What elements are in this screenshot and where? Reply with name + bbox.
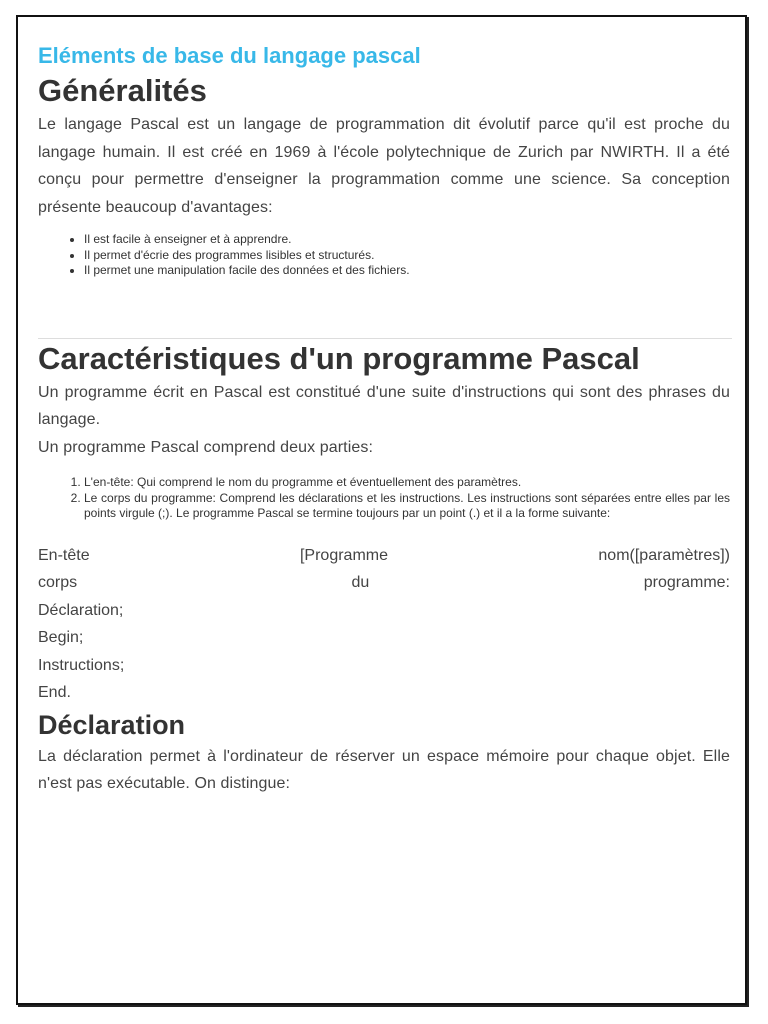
heading-caracteristiques: Caractéristiques d'un programme Pascal [38, 340, 640, 376]
structure-row [38, 569, 730, 597]
document-content [38, 41, 730, 798]
structure-word: corps [38, 574, 78, 591]
document-title: Eléments de base du langage pascal [38, 43, 421, 68]
list-item: • Il permet d'écrie des programmes lisibles et structurés. [84, 248, 730, 264]
paragraph-line: Un programme écrit en Pascal est constitué d'une suite d'instructions qui sont des phrases du langage. [38, 383, 730, 428]
list-item: 2. Le corps du programme: Comprend les déclarations et les instructions. Les instructions sont séparées entre elles par les points virgule (;). Le programme Pascal se termine toujours par un point (.) et il a la forme suivante: [84, 491, 730, 522]
list-item: • Il permet une manipulation facile des données et des fichiers. [84, 263, 730, 279]
program-structure [38, 542, 730, 707]
structure-word: nom([paramètres]) [598, 546, 730, 564]
heading-generalites: Généralités [38, 73, 207, 108]
paragraph-line: Un programme Pascal comprend deux parties: [38, 438, 374, 456]
paragraph-generalites: Le langage Pascal est un langage de programmation dit évolutif parce qu'il est proche du langage humain. Il est créé en 1969 à l'école polytechnique de Zurich par NWIRTH. Il a été conçu pour permettre d'enseigner la programmation comme une science. Sa conception présente beaucoup d'avantages: [38, 116, 730, 216]
structure-line: Instructions; [38, 656, 125, 674]
paragraph-declaration: La déclaration permet à l'ordinateur de réserver un espace mémoire pour chaque objet. Elle n'est pas exécutable. On distingue: [38, 747, 730, 792]
list-item: • Il est facile à enseigner et à apprendre. [84, 232, 730, 248]
paragraph-caracteristiques [38, 379, 730, 462]
structure-line: End. [38, 684, 71, 701]
structure-word: programme: [643, 574, 730, 591]
advantages-list [38, 232, 730, 279]
document-page [16, 15, 747, 1005]
list-item: 1. L'en-tête: Qui comprend le nom du programme et éventuellement des paramètres. [84, 475, 730, 491]
structure-word: En-tête [38, 546, 90, 564]
structure-line: Déclaration; [38, 601, 124, 619]
structure-word: [Programme [299, 546, 389, 564]
heading-declaration: Déclaration [38, 709, 186, 740]
program-parts-list [38, 475, 730, 522]
structure-line: Begin; [38, 629, 84, 646]
structure-row [38, 542, 730, 570]
structure-word: du [351, 574, 370, 591]
